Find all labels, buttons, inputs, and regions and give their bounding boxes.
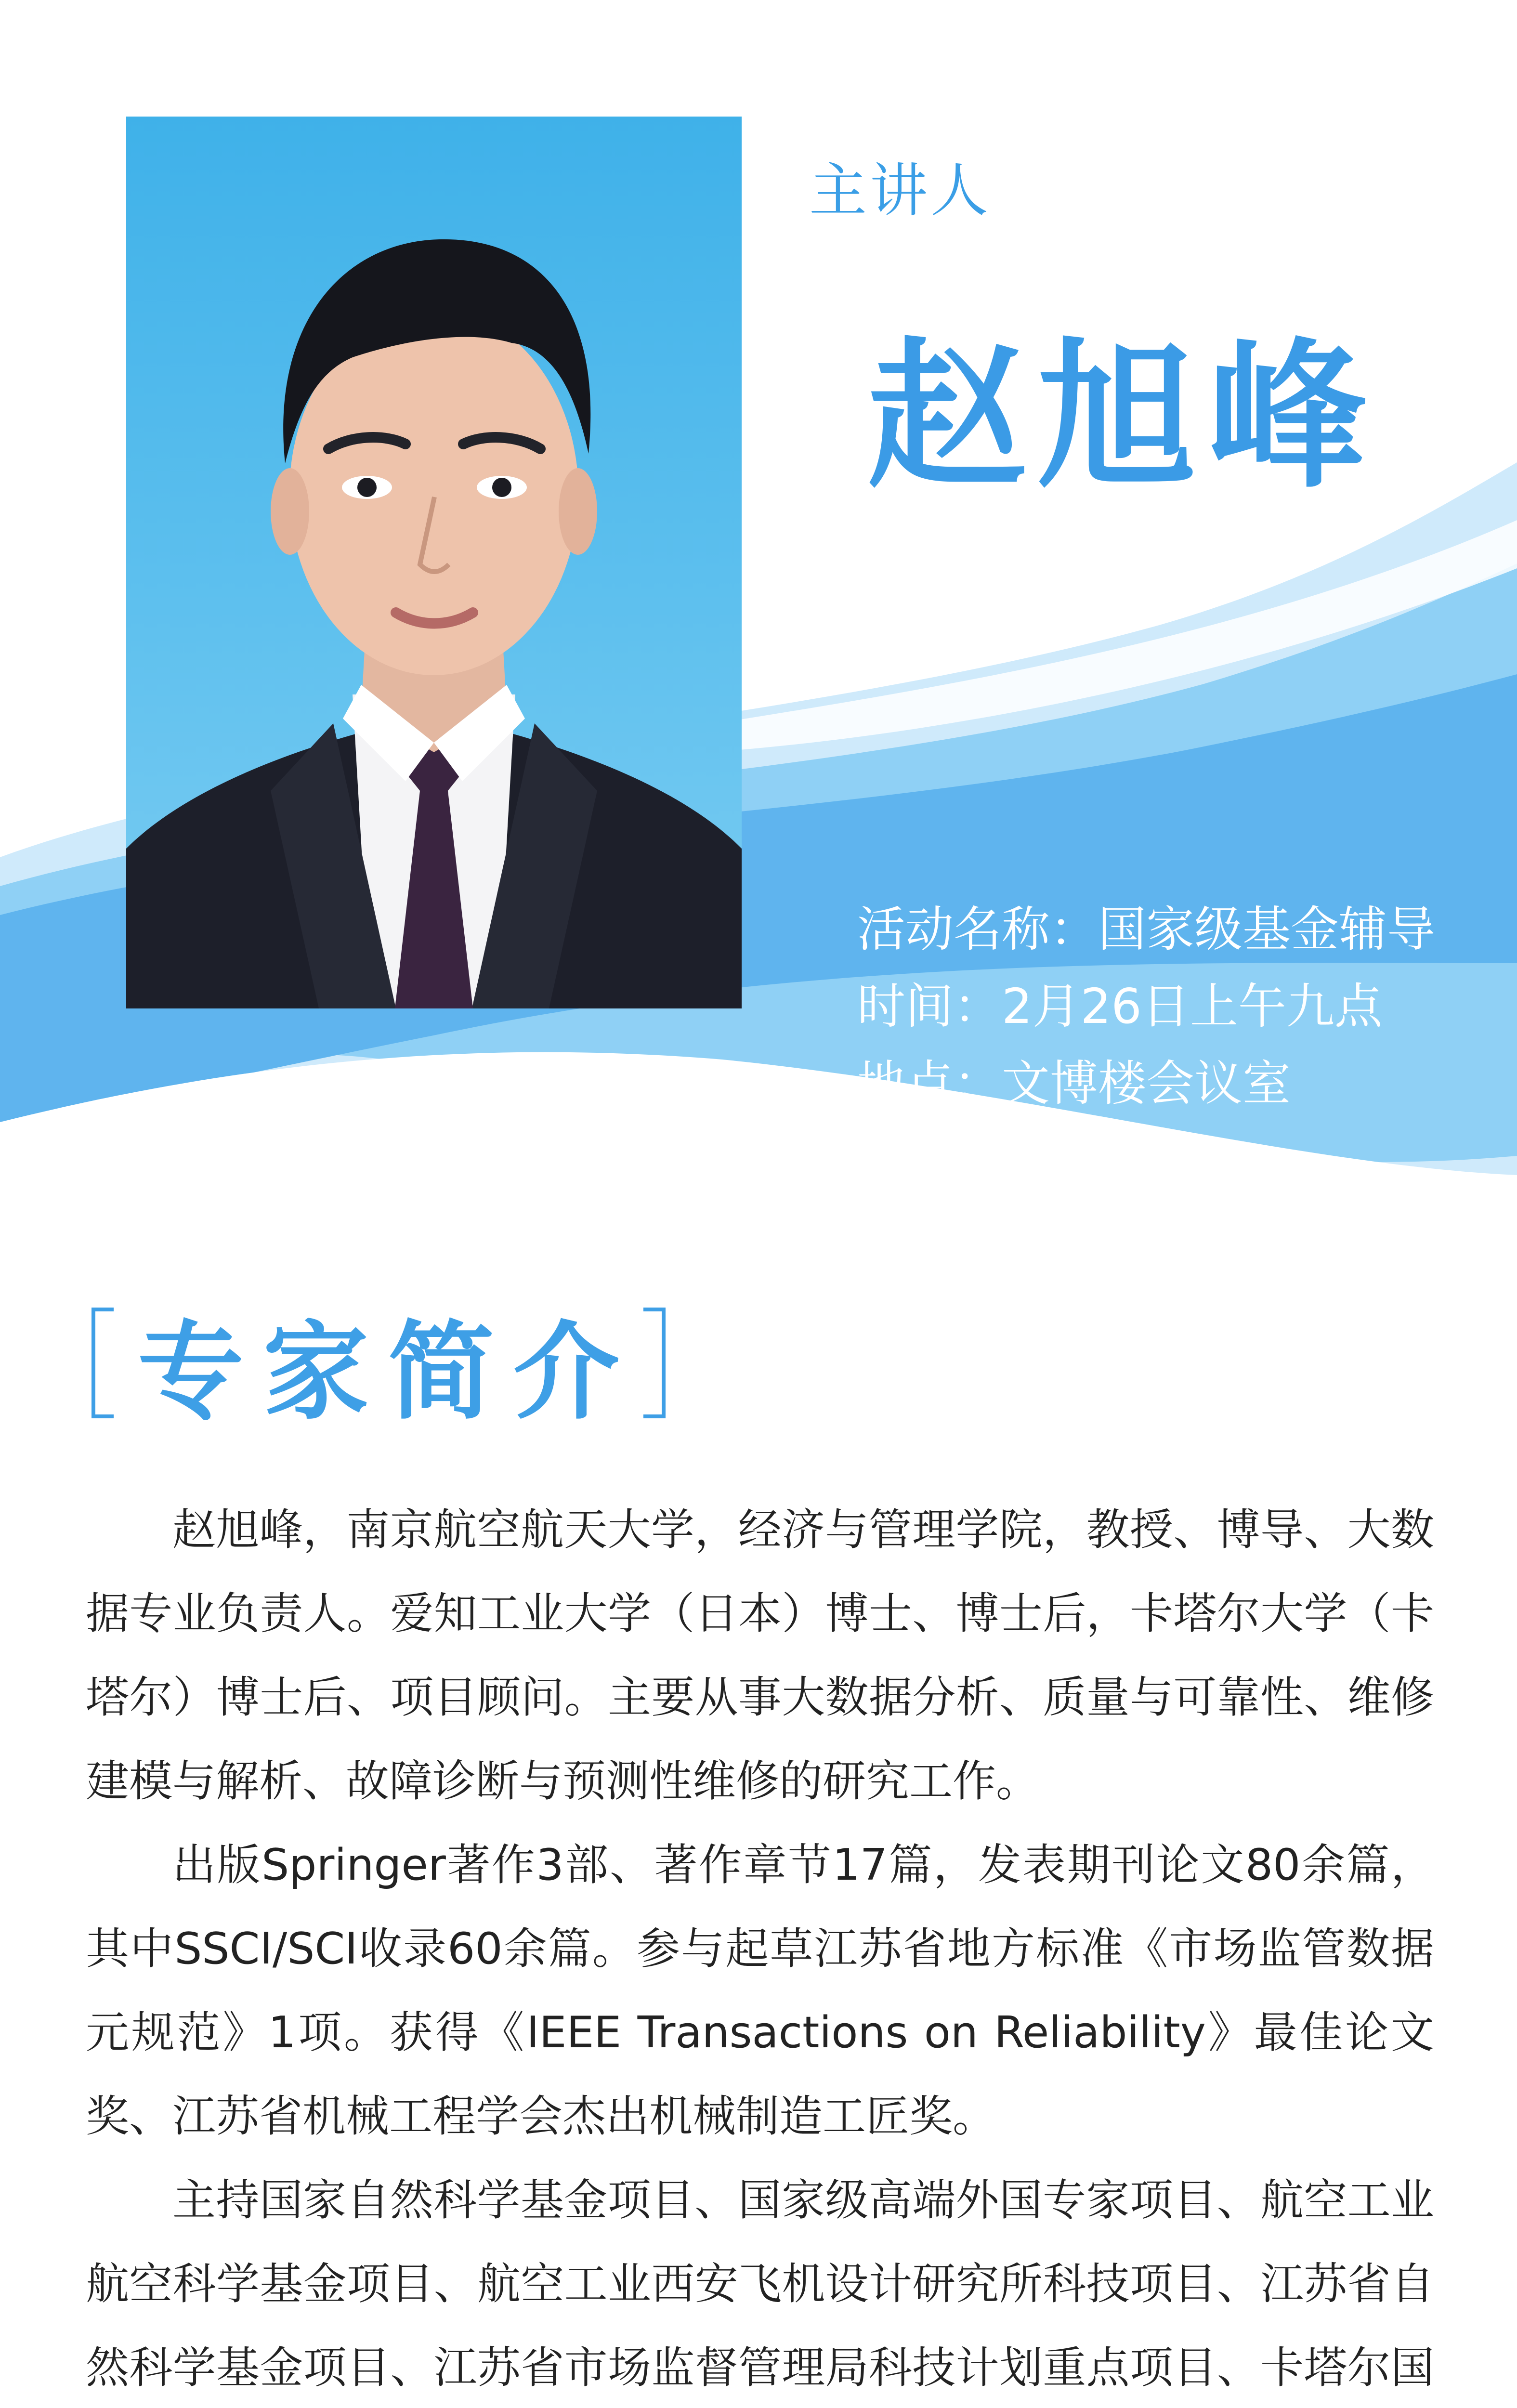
bio-paragraph: 出版Springer著作3部、著作章节17篇，发表期刊论文80余篇，其中SSCI/SCI收录60余篇。参与起草江苏省地方标准《市场监管数据元规范》1项。获得《IEEE Transactions on Reliability》最佳论文奖、江苏省机械工程学会杰出机械制造工匠奖。 (86, 1840, 1434, 2142)
event-time: 时间：2月26日上午九点 (857, 978, 1383, 1034)
portrait-illustration (126, 117, 742, 1008)
left-bracket-icon (92, 1308, 114, 1418)
bio-paragraph: 赵旭峰，南京航空航天大学，经济与管理学院，教授、博导、大数据专业负责人。爱知工业大学（日本）博士、博士后，卡塔尔大学（卡塔尔）博士后、项目顾问。主要从事大数据分析、质量与可靠性、维修建模与解析、故障诊断与预测性维修的研究工作。 (86, 1505, 1434, 1806)
bio-paragraph: 主持国家自然科学基金项目、国家级高端外国专家项目、航空工业航空科学基金项目、航空工业西安飞机设计研究所科技项目、江苏省自然科学基金项目、江苏省市场监督管理局科技计划重点项目、卡塔尔国 (86, 2175, 1434, 2393)
section-title-text: 专家简介 (138, 1310, 639, 1434)
event-info (857, 891, 1435, 1122)
speaker-name: 赵旭峰 (867, 324, 1378, 509)
speaker-photo (126, 117, 742, 1008)
speaker-label: 主讲人 (809, 157, 991, 224)
right-bracket-icon (643, 1308, 666, 1418)
event-location: 地点：文博楼会议室 (857, 1055, 1291, 1112)
expert-bio (86, 1488, 1434, 2408)
section-title (92, 1296, 666, 1434)
event-name: 活动名称：国家级基金辅导 (857, 901, 1435, 957)
